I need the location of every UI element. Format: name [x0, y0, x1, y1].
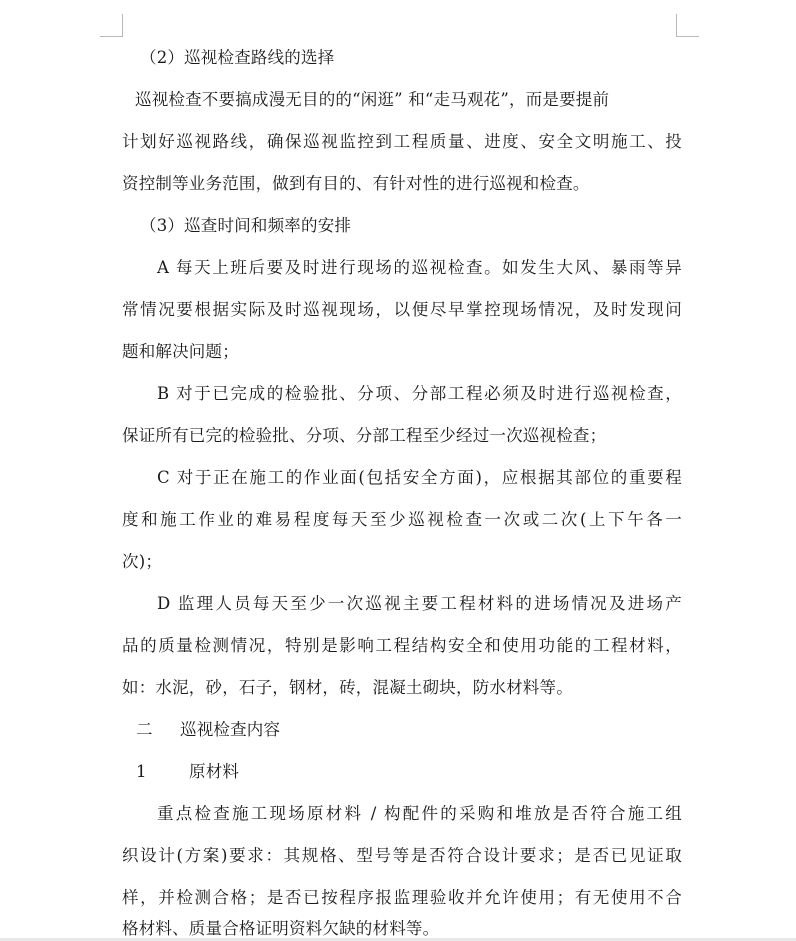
paragraph-line: 计划好巡视路线，确保巡视监控到工程质量、进度、安全文明施工、投 — [122, 132, 682, 151]
heading-time-frequency: （3）巡查时间和频率的安排 — [140, 216, 352, 235]
paragraph-line: 格材料、质量合格证明资料欠缺的材料等。 — [122, 919, 440, 938]
subsection-title: 原材料 — [189, 762, 240, 781]
section-number: 二 — [136, 720, 153, 739]
paragraph-line: 巡视检查不要搞成漫无目的的“闲逛” 和“走马观花”，而是要提前 — [135, 90, 610, 109]
paragraph-line: 织设计(方案)要求：其规格、型号等是否符合设计要求；是否已见证取 — [122, 846, 682, 865]
page-corner-mark-top-left — [100, 14, 123, 37]
paragraph-line: A 每天上班后要及时进行现场的巡视检查。如发生大风、暴雨等异 — [157, 258, 682, 277]
paragraph-line: B 对于已完成的检验批、分项、分部工程必须及时进行巡视检查， — [157, 384, 682, 403]
paragraph-line: D 监理人员每天至少一次巡视主要工程材料的进场情况及进场产 — [157, 594, 682, 613]
paragraph-line: 样，并检测合格；是否已按程序报监理验收并允许使用；有无使用不合 — [122, 888, 682, 907]
paragraph-line: 如：水泥，砂，石子，钢材，砖，混凝土砌块，防水材料等。 — [122, 678, 573, 697]
subsection-number: 1 — [136, 762, 147, 781]
paragraph-line: 题和解决问题； — [122, 342, 239, 361]
paragraph-line: 常情况要根据实际及时巡视现场，以便尽早掌控现场情况，及时发现问 — [122, 300, 682, 319]
paragraph-line: 保证所有已完的检验批、分项、分部工程至少经过一次巡视检查； — [122, 426, 607, 445]
section-title: 巡视检查内容 — [180, 720, 281, 739]
paragraph-line: 度和施工作业的难易程度每天至少巡视检查一次或二次(上下午各一 — [122, 510, 682, 529]
paragraph-line: 品的质量检测情况，特别是影响工程结构安全和使用功能的工程材料， — [122, 636, 682, 655]
paragraph-line: 重点检查施工现场原材料 / 构配件的采购和堆放是否符合施工组 — [157, 804, 682, 823]
page-corner-mark-top-right — [676, 14, 699, 37]
paragraph-line: 次)； — [122, 552, 163, 571]
heading-route-selection: （2）巡视检查路线的选择 — [140, 48, 335, 67]
paragraph-line: 资控制等业务范围，做到有目的、有针对性的进行巡视和检查。 — [122, 174, 590, 193]
paragraph-line: C 对于正在施工的作业面(包括安全方面)，应根据其部位的重要程 — [157, 468, 682, 487]
